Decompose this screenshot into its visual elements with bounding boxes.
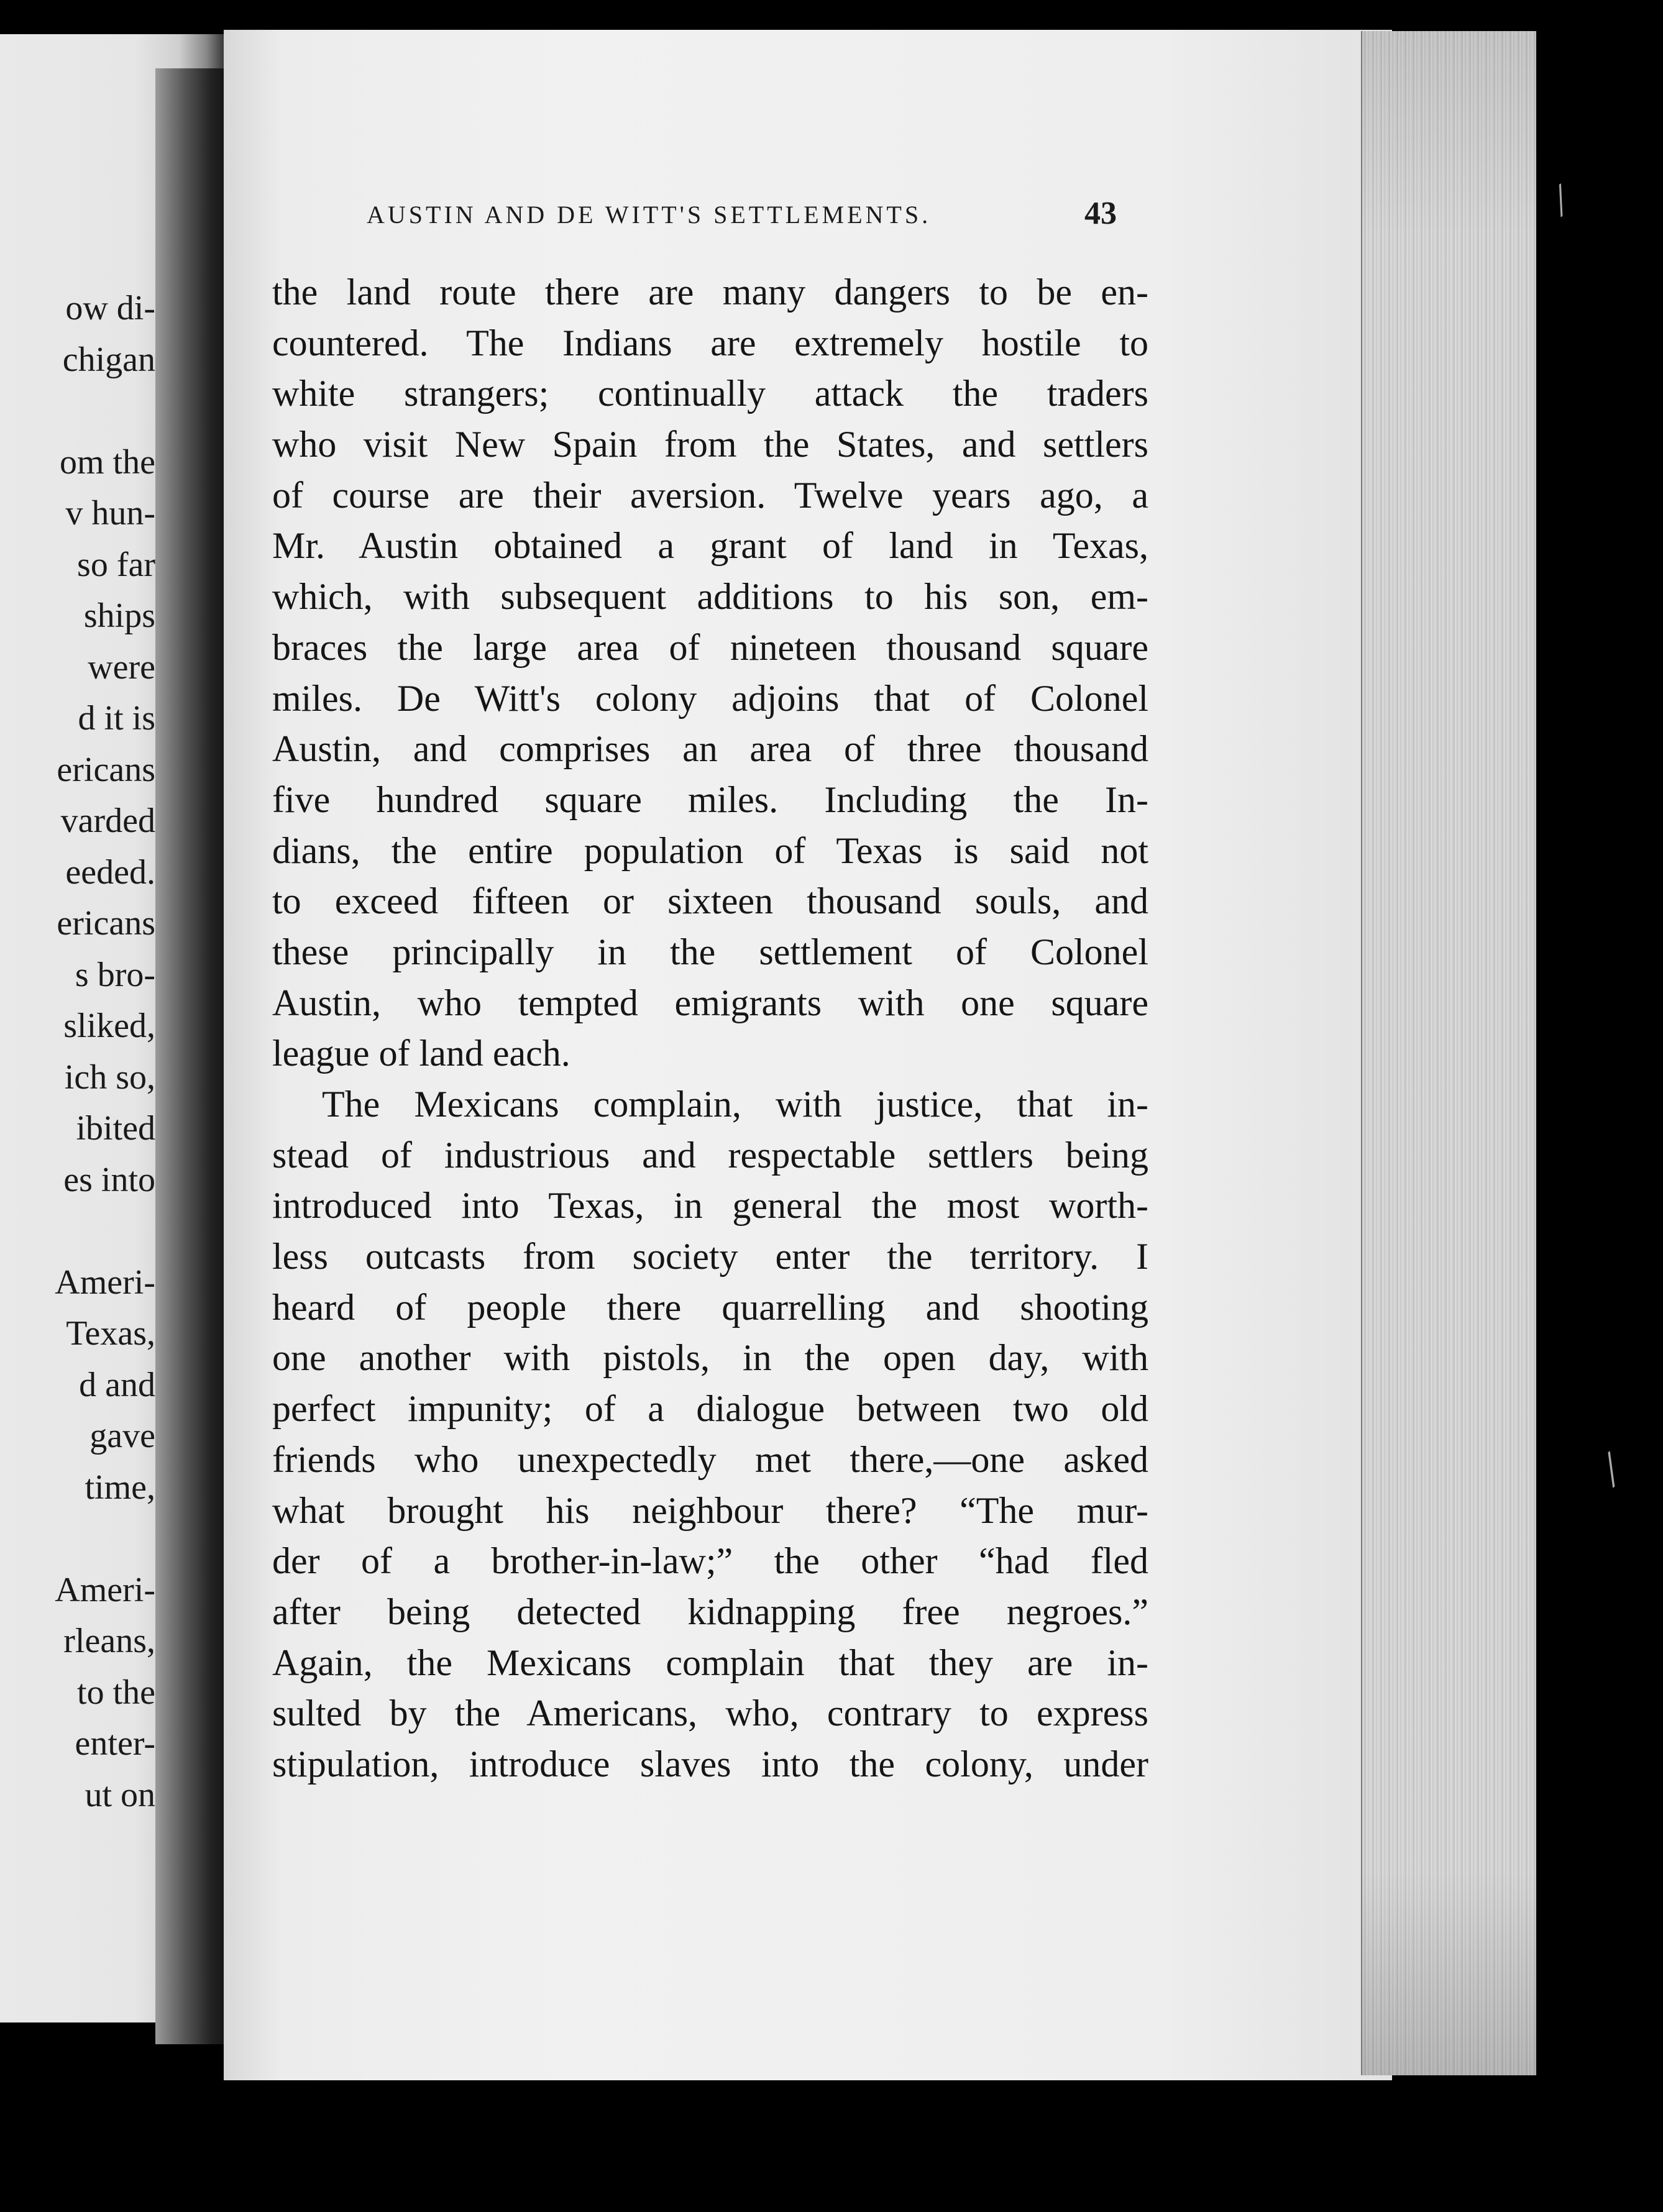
margin-pen-mark-lower: ╱ xyxy=(1595,1452,1628,1488)
text-line: heard of people there quarrelling and shooting xyxy=(272,1286,1148,1328)
text-line: stipulation, introduce slaves into the colony, under xyxy=(272,1743,1148,1785)
text-line: dians, the entire population of Texas is said not xyxy=(272,830,1148,871)
left-page-fragment: ut on xyxy=(85,1775,155,1814)
text-line: The Mexicans complain, with justice, that in- xyxy=(322,1084,1148,1125)
text-line: perfect impunity; of a dialogue between two old xyxy=(272,1388,1148,1430)
left-page-fragment: sliked, xyxy=(63,1007,155,1045)
page-fore-edge xyxy=(1361,31,1536,2075)
left-page-fragment: were xyxy=(88,647,155,687)
text-line: one another with pistols, in the open day, with xyxy=(272,1337,1148,1379)
text-line: these principally in the settlement of Colonel xyxy=(272,931,1148,972)
left-page-fragment xyxy=(0,385,155,437)
text-line: Austin, and comprises an area of three thousand xyxy=(272,728,1148,770)
text-line: to exceed fifteen or sixteen thousand souls, and xyxy=(272,880,1148,922)
text-line: who visit New Spain from the States, and settlers xyxy=(272,424,1148,465)
left-page-fragment: ow di- xyxy=(65,289,155,327)
left-page-fragment: enter- xyxy=(75,1724,155,1763)
text-line: countered. The Indians are extremely hostile to xyxy=(272,322,1148,363)
book-gutter xyxy=(155,68,230,2044)
text-line: braces the large area of nineteen thousand square xyxy=(272,626,1148,668)
left-page-fragment: eeded. xyxy=(65,852,155,892)
left-page-fragment: d it is xyxy=(78,699,155,738)
left-page-fragment: ericans xyxy=(57,904,155,943)
left-page-fragment: Ameri- xyxy=(55,1570,155,1609)
left-page-fragment: es into xyxy=(63,1160,155,1199)
text-line: less outcasts from society enter the territory. I xyxy=(272,1236,1148,1277)
page-number: 43 xyxy=(1084,196,1117,231)
left-page-text-fragments xyxy=(0,283,155,1821)
text-line: of course are their aversion. Twelve years ago, a xyxy=(272,474,1148,516)
left-page-fragment: ships xyxy=(83,596,155,635)
text-line: stead of industrious and respectable settlers being xyxy=(272,1134,1148,1176)
left-page-fragment: v hun- xyxy=(65,494,155,532)
left-page-fragment: gave xyxy=(89,1417,155,1455)
left-page-fragment: chigan xyxy=(62,340,155,379)
left-page-fragment: to the xyxy=(77,1673,155,1712)
left-page-fragment: rleans, xyxy=(63,1622,155,1660)
left-page-fragment: time, xyxy=(85,1468,155,1507)
text-line: introduced into Texas, in general the most worth- xyxy=(272,1185,1148,1227)
left-page-fragment: varded xyxy=(60,802,155,840)
left-page-fragment xyxy=(0,1205,155,1257)
text-line: miles. De Witt's colony adjoins that of Colonel xyxy=(272,677,1148,719)
left-page-fragment: om the xyxy=(60,442,155,482)
left-page-fragment: s bro- xyxy=(75,955,155,994)
margin-pen-mark: ╱ xyxy=(1547,185,1575,217)
left-page-fragment: Ameri- xyxy=(55,1263,155,1302)
text-line: league of land each. xyxy=(272,1033,570,1074)
text-line: friends who unexpectedly met there,—one asked xyxy=(272,1438,1148,1480)
text-line: which, with subsequent additions to his son, em- xyxy=(272,576,1148,618)
left-page-fragment: ericans xyxy=(57,750,155,789)
left-page-fragment: ibited xyxy=(76,1109,155,1148)
text-line: five hundred square miles. Including the In- xyxy=(272,779,1148,820)
paragraph xyxy=(272,267,1148,1079)
left-page-fragment: d and xyxy=(79,1365,155,1404)
running-head-title: AUSTIN AND DE WITT'S SETTLEMENTS. xyxy=(367,201,932,229)
body-text xyxy=(272,267,1148,1790)
text-line: Mr. Austin obtained a grant of land in Texas, xyxy=(272,525,1148,567)
text-line: Austin, who tempted emigrants with one square xyxy=(272,982,1148,1023)
left-page-fragment xyxy=(0,1513,155,1565)
left-page-fragment: so far xyxy=(77,545,155,584)
left-page-fragment: Texas, xyxy=(66,1314,155,1353)
text-line: Again, the Mexicans complain that they are in- xyxy=(272,1642,1148,1683)
text-line: sulted by the Americans, who, contrary to express xyxy=(272,1693,1148,1734)
text-line: the land route there are many dangers to be en- xyxy=(272,272,1148,313)
text-line: what brought his neighbour there? “The mur- xyxy=(272,1489,1148,1531)
text-line: after being detected kidnapping free negroes.” xyxy=(272,1591,1148,1632)
text-line: white strangers; continually attack the traders xyxy=(272,373,1148,414)
paragraph xyxy=(272,1079,1148,1790)
left-page-fragment: ich so, xyxy=(64,1058,155,1097)
text-line: der of a brother-in-law;” the other “had fled xyxy=(272,1540,1148,1582)
